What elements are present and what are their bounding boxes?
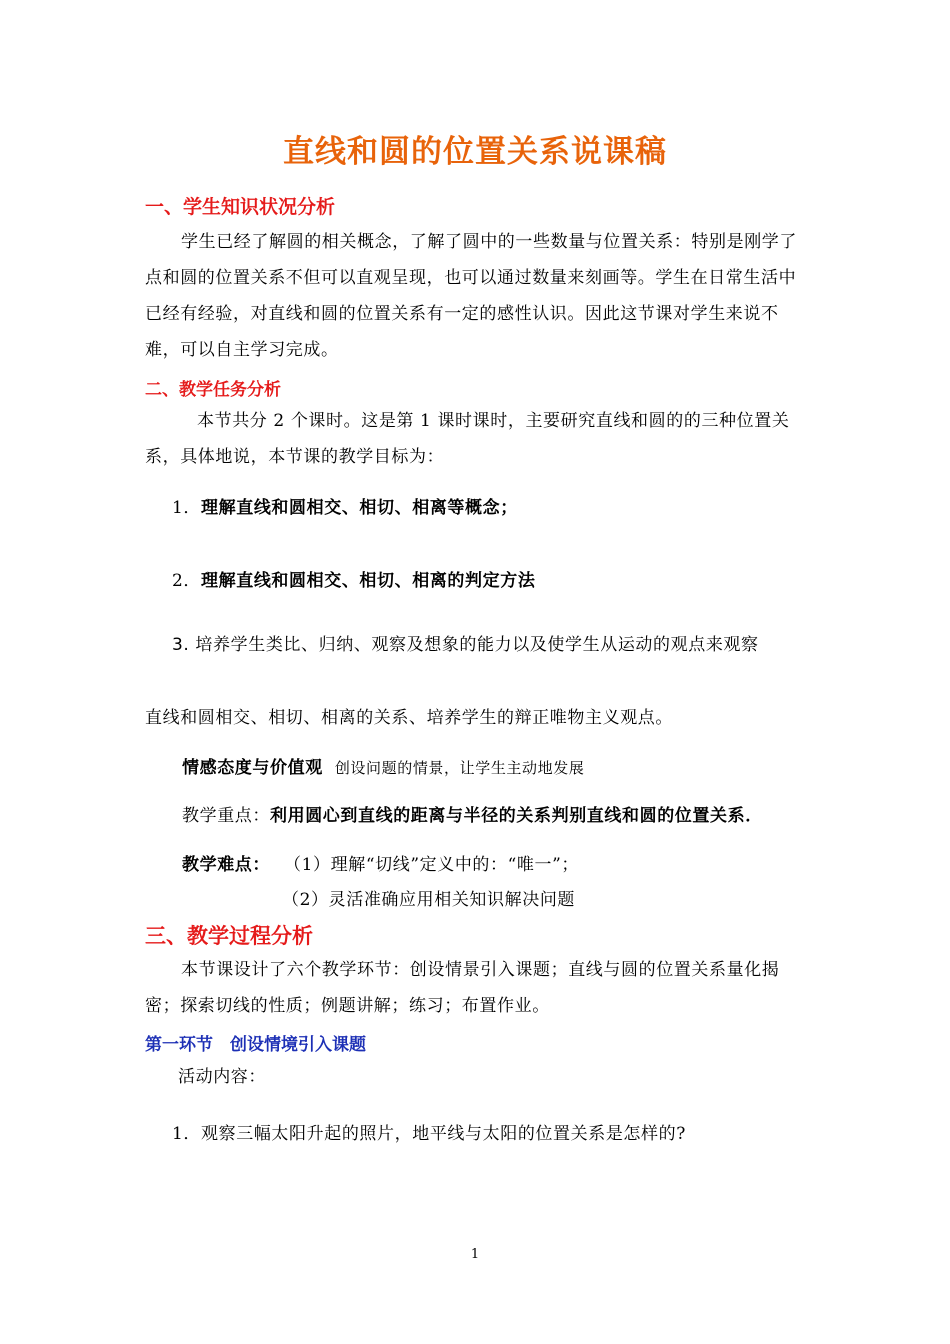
section-heading-1: 一、学生知识状况分析 bbox=[145, 196, 336, 218]
page-title: 直线和圆的位置关系说课稿 bbox=[283, 134, 667, 170]
goal-3-line-2: 直线和圆相交、相切、相离的关系、培养学生的辩正唯物主义观点。 bbox=[145, 708, 673, 728]
goal-2-number: 2． bbox=[172, 571, 202, 591]
goal-2 bbox=[172, 563, 535, 599]
difficulty-item-1: （1）理解“切线”定义中的：“唯一”； bbox=[284, 855, 579, 875]
section-heading-2: 二、教学任务分析 bbox=[145, 380, 281, 400]
key-point-line bbox=[182, 798, 763, 834]
attitude-label: 情感态度与价值观 bbox=[182, 758, 323, 778]
difficulty-label: 教学难点： bbox=[182, 855, 270, 875]
goal-1-text: 理解直线和圆相交、相切、相离等概念； bbox=[201, 498, 518, 518]
goal-1 bbox=[172, 490, 518, 526]
page-number: 1 bbox=[470, 1247, 480, 1262]
section-heading-3: 三、教学过程分析 bbox=[145, 924, 313, 948]
key-point-label: 教学重点： bbox=[182, 806, 270, 826]
activity-label: 活动内容： bbox=[178, 1067, 266, 1087]
difficulty-line-1 bbox=[182, 847, 579, 883]
attitude-text: 创设问题的情景，让学生主动地发展 bbox=[334, 759, 585, 777]
section2-paragraph: 本节共分 2 个课时。这是第 1 课时课时，主要研究直线和圆的的三种位置关系，具体地说，本节课的教学目标为： bbox=[145, 411, 790, 467]
goal-2-text: 理解直线和圆相交、相切、相离的判定方法 bbox=[201, 571, 536, 591]
section3-paragraph: 本节课设计了六个教学环节：创设情景引入课题；直线与圆的位置关系量化揭密；探索切线的性质；例题讲解；练习；布置作业。 bbox=[145, 960, 780, 1016]
key-point-text: 利用圆心到直线的距离与半径的关系判别直线和圆的位置关系． bbox=[270, 806, 763, 826]
goal-3-line-1: 3. 培养学生类比、归纳、观察及想象的能力以及使学生从运动的观点来观察 bbox=[172, 635, 759, 655]
step-1-heading: 第一环节 创设情境引入课题 bbox=[145, 1035, 366, 1055]
activity-item-1: 1．观察三幅太阳升起的照片，地平线与太阳的位置关系是怎样的? bbox=[172, 1124, 686, 1144]
attitude-line bbox=[182, 750, 584, 786]
section1-paragraph: 学生已经了解圆的相关概念，了解了圆中的一些数量与位置关系：特别是刚学了点和圆的位置关系不但可以直观呈现，也可以通过数量来刻画等。学生在日常生活中已经有经验，对直线和圆的位置关系有一定的感性认识。因此这节课对学生来说不难，可以自主学习完成。 bbox=[145, 232, 797, 360]
difficulty-item-2: （2）灵活准确应用相关知识解决问题 bbox=[282, 890, 576, 910]
goal-1-number: 1． bbox=[172, 498, 202, 518]
